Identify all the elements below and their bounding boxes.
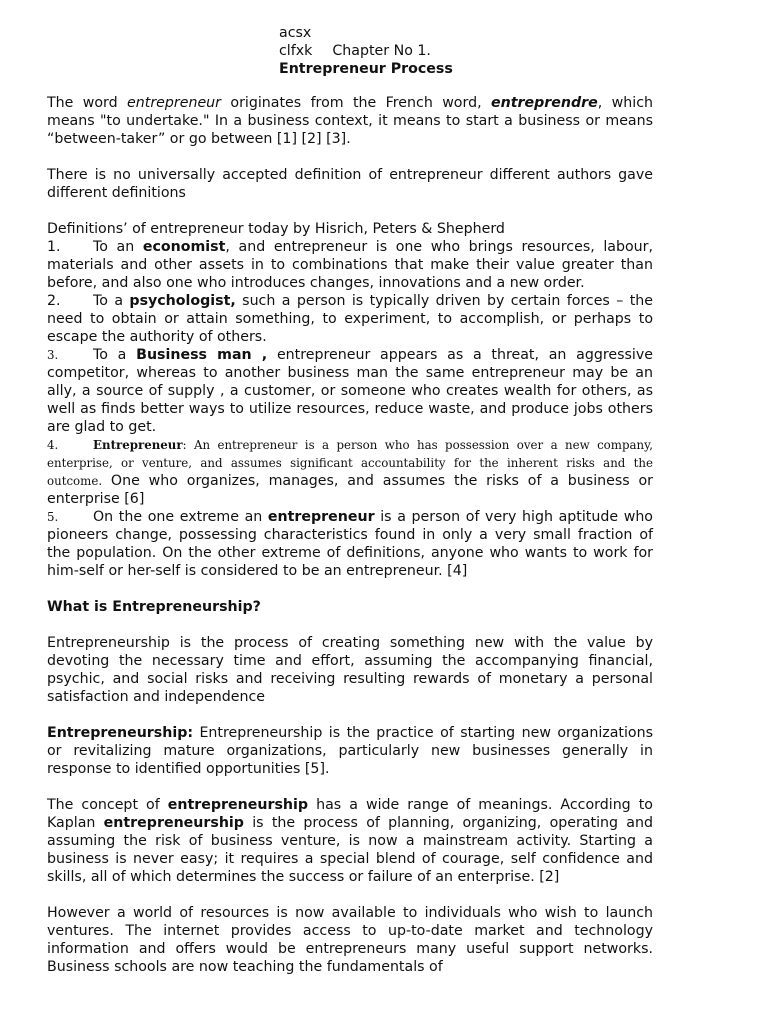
header-code: clfxk [279,43,313,59]
document-body [47,94,653,976]
section-heading: What is Entrepreneurship? [47,599,261,615]
header-line-2 [279,42,453,60]
concept-text-2: has a wide range of meanings. According to Kaplan [47,797,653,831]
definition-text: To a [93,347,137,363]
definition-term: Business man , [136,347,268,363]
definition-term: Entrepreneur [93,438,183,452]
definition-5 [47,508,653,580]
definition-number: 1. [47,239,61,255]
concept-term-1: entrepreneurship [167,797,309,813]
definition-text: , and entrepreneur is one who brings resources, labour, materials and other assets in to combinations that make their value greater than before, and also one who introduces changes, innovations and a new order. [47,239,654,291]
definition-text-serif: : An entrepreneur is a person who has possession over a new company, enterprise, or venture, and assumes significant accountability for the inherent risks and the outcome. [47,438,653,488]
definition-4 [47,436,653,508]
practice-term: Entrepreneurship: [47,725,194,741]
header-line-1: acsx [279,25,312,41]
intro-text-1: The word [47,95,128,111]
definition-text: To an [93,239,143,255]
definition-term: entrepreneur [267,509,375,525]
definition-term: economist [142,239,226,255]
definition-3 [47,346,653,436]
definition-number: 2. [47,293,61,309]
intro-text-3: , which means "to undertake." In a business context, it means to start a business or means “between-taker” or go between [1] [2] [3]. [47,95,653,147]
process-paragraph: Entrepreneurship is the process of creating something new with the value by devoting the necessary time and effort, assuming the accompanying financial, psychic, and social risks and receiving resulting rewards of monetary a personal satisfaction and independence [47,635,653,705]
definition-number: 4. [47,438,59,452]
definition-text: To a [93,293,130,309]
definition-1 [47,238,653,292]
concept-paragraph [47,796,653,886]
practice-text: Entrepreneurship is the practice of starting new organizations or revitalizing mature organizations, particularly new businesses generally in response to identified opportunities [5]. [47,725,653,777]
definition-text: One who organizes, manages, and assumes the risks of a business or enterprise [6] [47,473,653,507]
chapter-label: Chapter No 1. [332,43,431,59]
definition-text: On the one extreme an [93,509,268,525]
definitions-heading: Definitions’ of entrepreneur today by Hisrich, Peters & Shepherd [47,221,505,237]
intro-italic-term: entrepreneur [127,95,222,111]
intro-paragraph [47,94,653,148]
however-paragraph: However a world of resources is now available to individuals who wish to launch ventures. The internet provides access to up-to-date market and technology information and offers would be entrepreneurs many useful support networks. Business schools are now teaching the fundamentals of [47,905,653,975]
no-definition-paragraph: There is no universally accepted definition of entrepreneur different authors gave different definitions [47,167,653,201]
definition-text: is a person of very high aptitude who pioneers change, possessing characteristics found in only a very small fraction of the population. On the other extreme of definitions, anyone who wants to work for him-self or her-self is considered to be an entrepreneur. [4] [47,509,653,579]
definition-number: 5. [47,510,59,524]
practice-paragraph [47,724,653,778]
concept-term-2: entrepreneurship [103,815,244,831]
document-header [279,24,453,78]
intro-french-term: entreprendre [490,95,598,111]
definition-2 [47,292,653,346]
definition-text: such a person is typically driven by certain forces – the need to obtain or attain something, to experiment, to accomplish, or perhaps to escape the authority of others. [47,293,653,345]
definition-text: entrepreneur appears as a threat, an aggressive competitor, whereas to another business man the same entrepreneur may be an ally, a source of supply , a customer, or someone who creates wealth for others, as well as finds better ways to utilize resources, reduce waste, and produce jobs others are glad to get. [47,347,653,435]
definition-number: 3. [47,348,59,362]
concept-text-3: is the process of planning, organizing, operating and assuming the risk of business venture, is now a mainstream activity. Starting a business is never easy; it requires a special blend of courage, self confidence and skills, all of which determines the success or failure of an enterprise. [2] [47,815,653,885]
concept-text-1: The concept of [47,797,168,813]
definition-term: psychologist, [129,293,236,309]
page-title: Entrepreneur Process [279,61,453,77]
intro-text-2: originates from the French word, [221,95,491,111]
